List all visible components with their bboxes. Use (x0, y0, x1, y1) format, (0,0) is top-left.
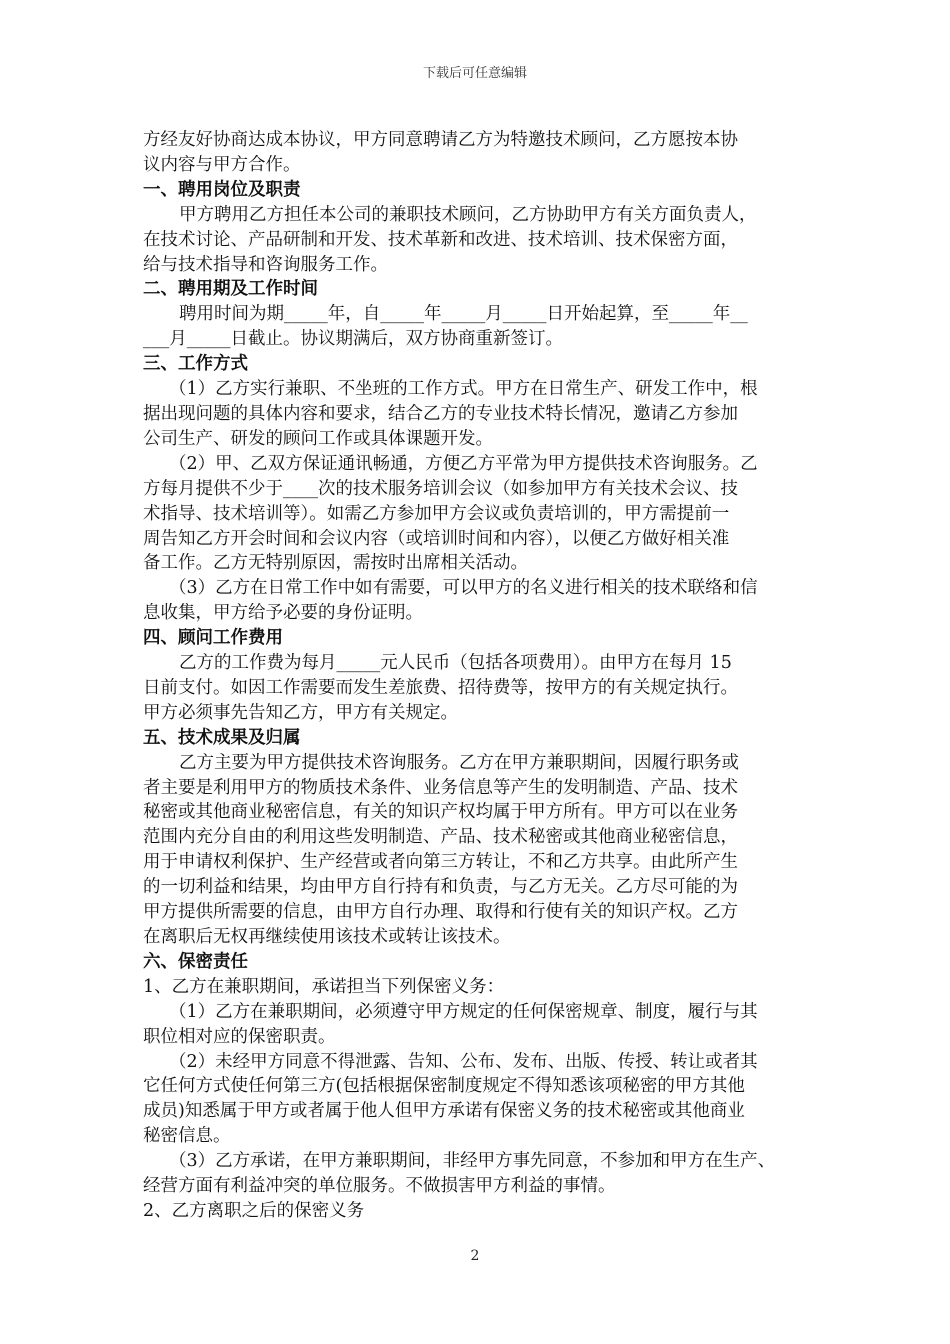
text-line: 乙方的工作费为每月_____元人民币（包括各项费用）。由甲方在每月 15 (179, 653, 732, 674)
text-line: 的一切利益和结果，均由甲方自行持有和负责，与乙方无关。乙方尽可能的为 (143, 877, 738, 898)
text-line: 议内容与甲方合作。 (143, 154, 301, 175)
text-line: 成员)知悉属于甲方或者属于他人但甲方承诺有保密义务的技术秘密或其他商业 (143, 1101, 745, 1122)
document-body (143, 128, 823, 1224)
text-line: 术指导、技术培训等）。如需乙方参加甲方会议或负责培训的，甲方需提前一 (143, 503, 730, 524)
text-line: 甲方聘用乙方担任本公司的兼职技术顾问，乙方协助甲方有关方面负责人， (179, 204, 757, 225)
text-line: 给与技术指导和咨询服务工作。 (143, 254, 388, 275)
text-line: （2）未经甲方同意不得泄露、告知、公布、发布、出版、传授、转让或者其 (169, 1051, 758, 1072)
text-line: 1、乙方在兼职期间，承诺担当下列保密义务： (143, 976, 505, 997)
page-number: 2 (470, 1248, 480, 1264)
text-line: 聘用时间为期_____年，自_____年_____月_____日开始起算，至_____年__ (179, 304, 748, 325)
section-heading: 三、工作方式 (143, 354, 248, 375)
text-line: 公司生产、研发的顾问工作或具体课题开发。 (143, 428, 493, 449)
section-heading: 六、保密责任 (143, 951, 248, 972)
section-heading: 五、技术成果及归属 (143, 727, 301, 748)
section-heading: 四、顾问工作费用 (143, 628, 283, 649)
text-line: （3）乙方在日常工作中如有需要，可以甲方的名义进行相关的技术联络和信 (169, 578, 758, 599)
text-line: 方经友好协商达成本协议，甲方同意聘请乙方为特邀技术顾问，乙方愿按本协 (143, 130, 738, 150)
text-line: 经营方面有利益冲突的单位服务。不做损害甲方利益的事情。 (143, 1176, 616, 1197)
text-line: 在离职后无权再继续使用该技术或转让该技术。 (143, 927, 511, 947)
text-line: 在技术讨论、产品研制和开发、技术革新和改进、技术培训、技术保密方面， (143, 229, 738, 250)
text-line: （1）乙方在兼职期间，必须遵守甲方规定的任何保密规章、制度，履行与其 (169, 1001, 758, 1022)
text-line: 息收集，甲方给予必要的身份证明。 (143, 603, 423, 624)
text-line: 它任何方式使任何第三方(包括根据保密制度规定不得知悉该项秘密的甲方其他 (143, 1076, 745, 1097)
section-heading: 二、聘用期及工作时间 (143, 279, 318, 300)
text-line: 据出现问题的具体内容和要求，结合乙方的专业技术特长情况，邀请乙方参加 (143, 403, 738, 424)
section-heading: 一、聘用岗位及职责 (143, 179, 301, 200)
text-line: 甲方必须事先告知乙方，甲方有关规定。 (143, 702, 458, 723)
text-line: 者主要是利用甲方的物质技术条件、业务信息等产生的发明制造、产品、技术 (143, 777, 738, 798)
page-header: 下载后可任意编辑 (422, 66, 527, 81)
text-line: （1）乙方实行兼职、不坐班的工作方式。甲方在日常生产、研发工作中，根 (169, 379, 758, 400)
text-line: 周告知乙方开会时间和会议内容（或培训时间和内容），以便乙方做好相关准 (143, 528, 730, 549)
text-line: 职位相对应的保密职责。 (143, 1026, 336, 1047)
text-line: 范围内充分自由的利用这些发明制造、产品、技术秘密或其他商业秘密信息， (143, 827, 738, 848)
text-line: 备工作。乙方无特别原因，需按时出席相关活动。 (143, 553, 528, 574)
text-line: 方每月提供不少于____次的技术服务培训会议（如参加甲方有关技术会议、技 (143, 478, 738, 499)
text-line: 秘密或其他商业秘密信息，有关的知识产权均属于甲方所有。甲方可以在业务 (143, 802, 738, 823)
text-line: 甲方提供所需要的信息，由甲方自行办理、取得和行使有关的知识产权。乙方 (143, 902, 738, 923)
text-line: 秘密信息。 (143, 1126, 231, 1147)
text-line: （2）甲、乙双方保证通讯畅通，方便乙方平常为甲方提供技术咨询服务。乙 (169, 453, 758, 474)
text-line: （3）乙方承诺，在甲方兼职期间，非经甲方事先同意，不参加和甲方在生产、 (169, 1151, 776, 1172)
text-line: 日前支付。如因工作需要而发生差旅费、招待费等，按甲方的有关规定执行。 (143, 677, 738, 698)
text-line: ___月_____日截止。协议期满后，双方协商重新签订。 (143, 329, 563, 350)
text-line: 用于申请权利保护、生产经营或者向第三方转让，不和乙方共享。由此所产生 (143, 852, 738, 873)
text-line: 乙方主要为甲方提供技术咨询服务。乙方在甲方兼职期间，因履行职务或 (179, 752, 739, 773)
text-line: 2、乙方离职之后的保密义务 (143, 1200, 365, 1221)
